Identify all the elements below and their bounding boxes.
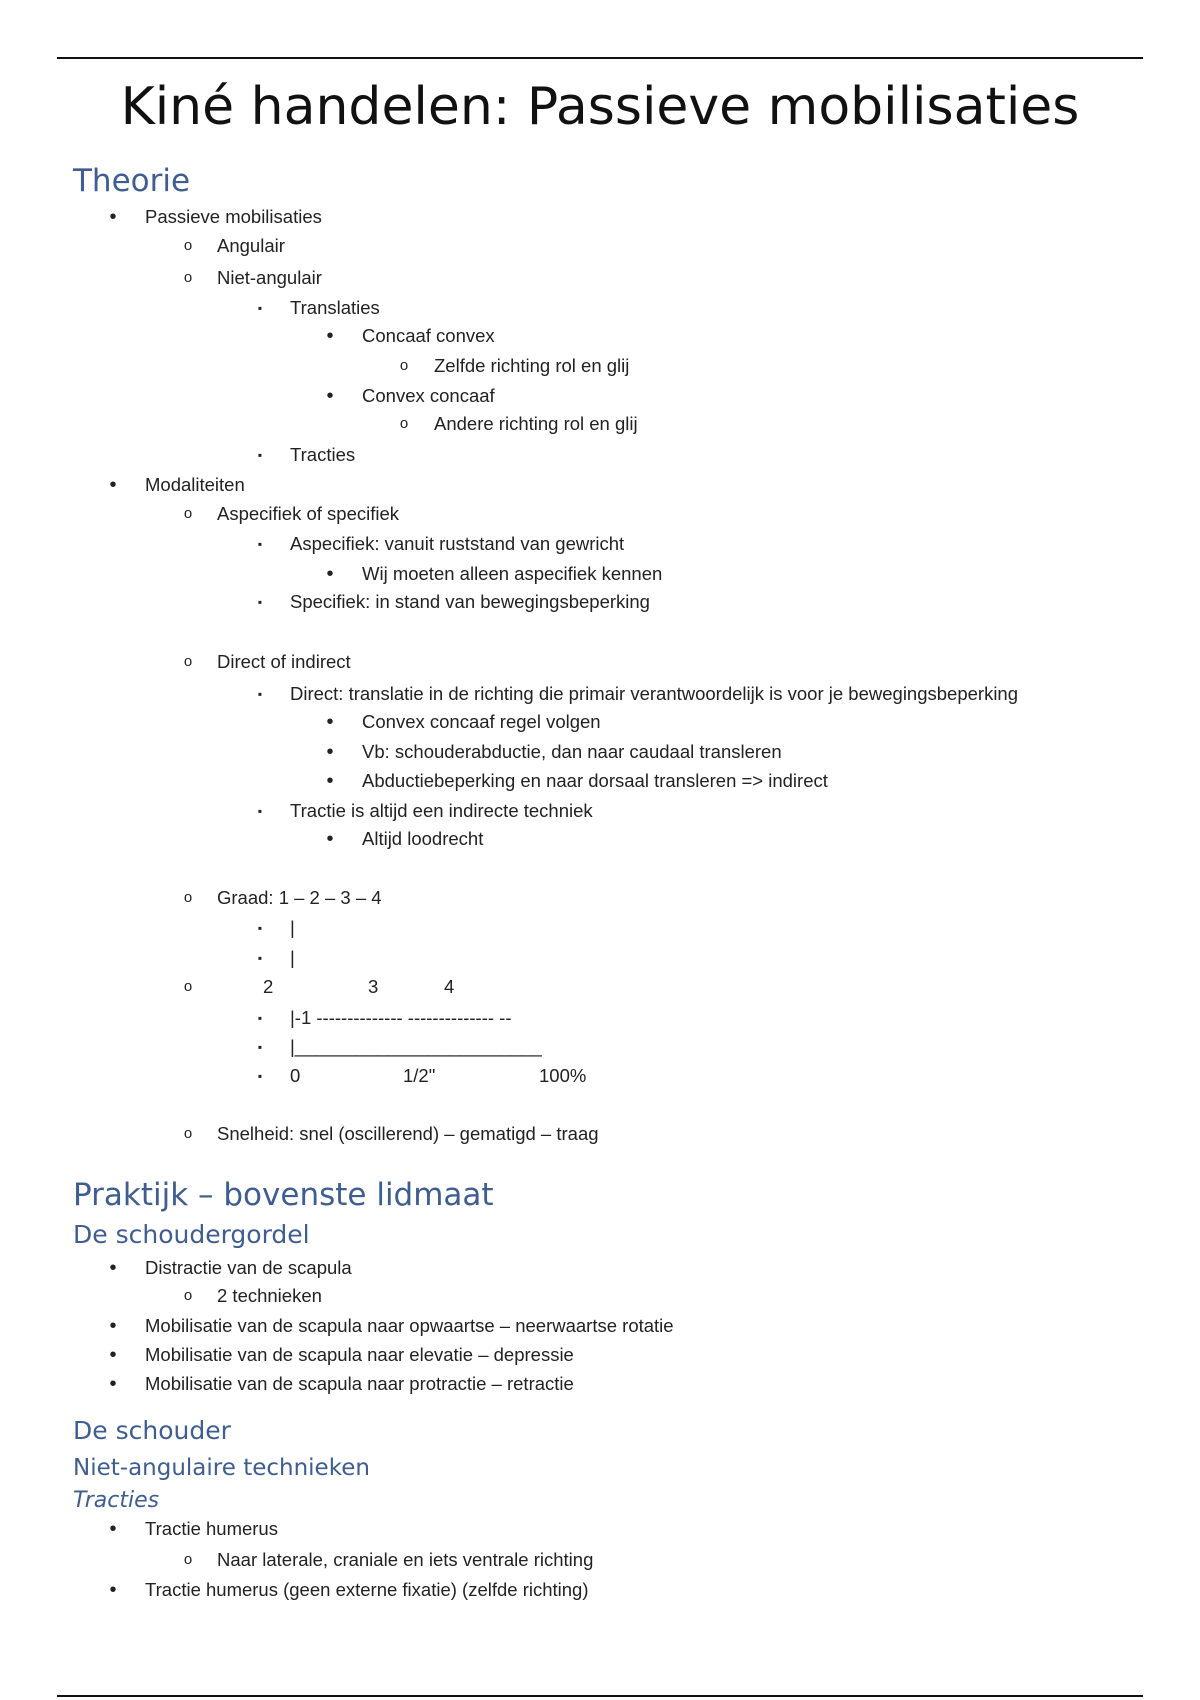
bottom-rule	[57, 1695, 1143, 1697]
heading-theorie: Theorie	[73, 163, 191, 199]
heading-praktijk: Praktijk – bovenste lidmaat	[73, 1177, 494, 1213]
heading-tracties: Tracties	[73, 1488, 160, 1513]
graad-scale-percentages: ▪ 0 1/2" 100%	[257, 1065, 587, 1086]
graad-scale-numbers: o 2 3 4	[183, 976, 455, 997]
heading-schouder: De schouder	[73, 1416, 231, 1445]
heading-niet-angulaire: Niet-angulaire technieken	[73, 1455, 370, 1481]
top-rule	[57, 57, 1143, 59]
heading-schoudergordel: De schoudergordel	[73, 1220, 310, 1249]
document-title: Kiné handelen: Passieve mobilisaties	[120, 77, 1080, 137]
